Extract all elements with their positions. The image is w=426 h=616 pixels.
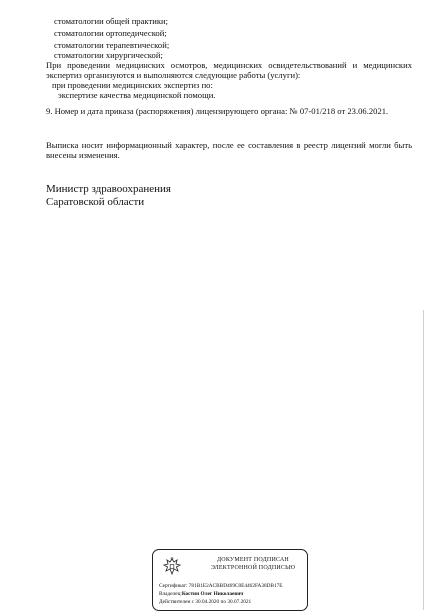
validity-row: Действителен с 30.04.2020 по 30.07.2021 <box>159 599 252 605</box>
notice-paragraph: Выписка носит информационный характер, после ее составления в реестр лицензий могли быть внесены изменения. <box>46 140 412 160</box>
list-item: стоматологии общей практики; <box>54 16 168 26</box>
electronic-signature-stamp <box>152 549 308 611</box>
certificate-row <box>159 583 283 589</box>
owner-label: Владелец: <box>159 591 182 597</box>
certificate-value: 781B1E2ACBBD469C0E4462FA38DB17E <box>188 583 283 589</box>
certificate-label: Сертификат: <box>159 583 188 589</box>
order-line: 9. Номер и дата приказа (распоряжения) лицензирующего органа: № 07-01/218 от 23.06.2021. <box>46 106 389 116</box>
stamp-title <box>201 557 305 572</box>
page-edge-divider <box>423 310 424 610</box>
exams-paragraph: При проведении медицинских осмотров, медицинских освидетельствований и медицинских экспертиз организуются и выполняются следующие работы (услуги): <box>46 60 412 80</box>
stamp-title-line-1: ДОКУМЕНТ ПОДПИСАН <box>217 557 289 563</box>
list-item: стоматологии ортопедической; <box>54 28 167 38</box>
list-item: стоматологии хирургической; <box>54 50 163 60</box>
owner-value: Костин Олег Николаевич <box>181 591 244 597</box>
signatory-line-1: Министр здравоохранения <box>46 183 171 195</box>
expertise-heading: при проведении медицинских экспертиз по: <box>52 80 213 90</box>
stamp-title-line-2: ЭЛЕКТРОННОЙ ПОДПИСЬЮ <box>210 564 296 571</box>
list-item: стоматологии терапевтической; <box>54 40 170 50</box>
coat-of-arms-icon <box>161 556 183 578</box>
expertise-item: экспертизе качества медицинской помощи. <box>58 90 216 100</box>
owner-row <box>159 591 243 597</box>
signatory-line-2: Саратовской области <box>46 196 145 208</box>
